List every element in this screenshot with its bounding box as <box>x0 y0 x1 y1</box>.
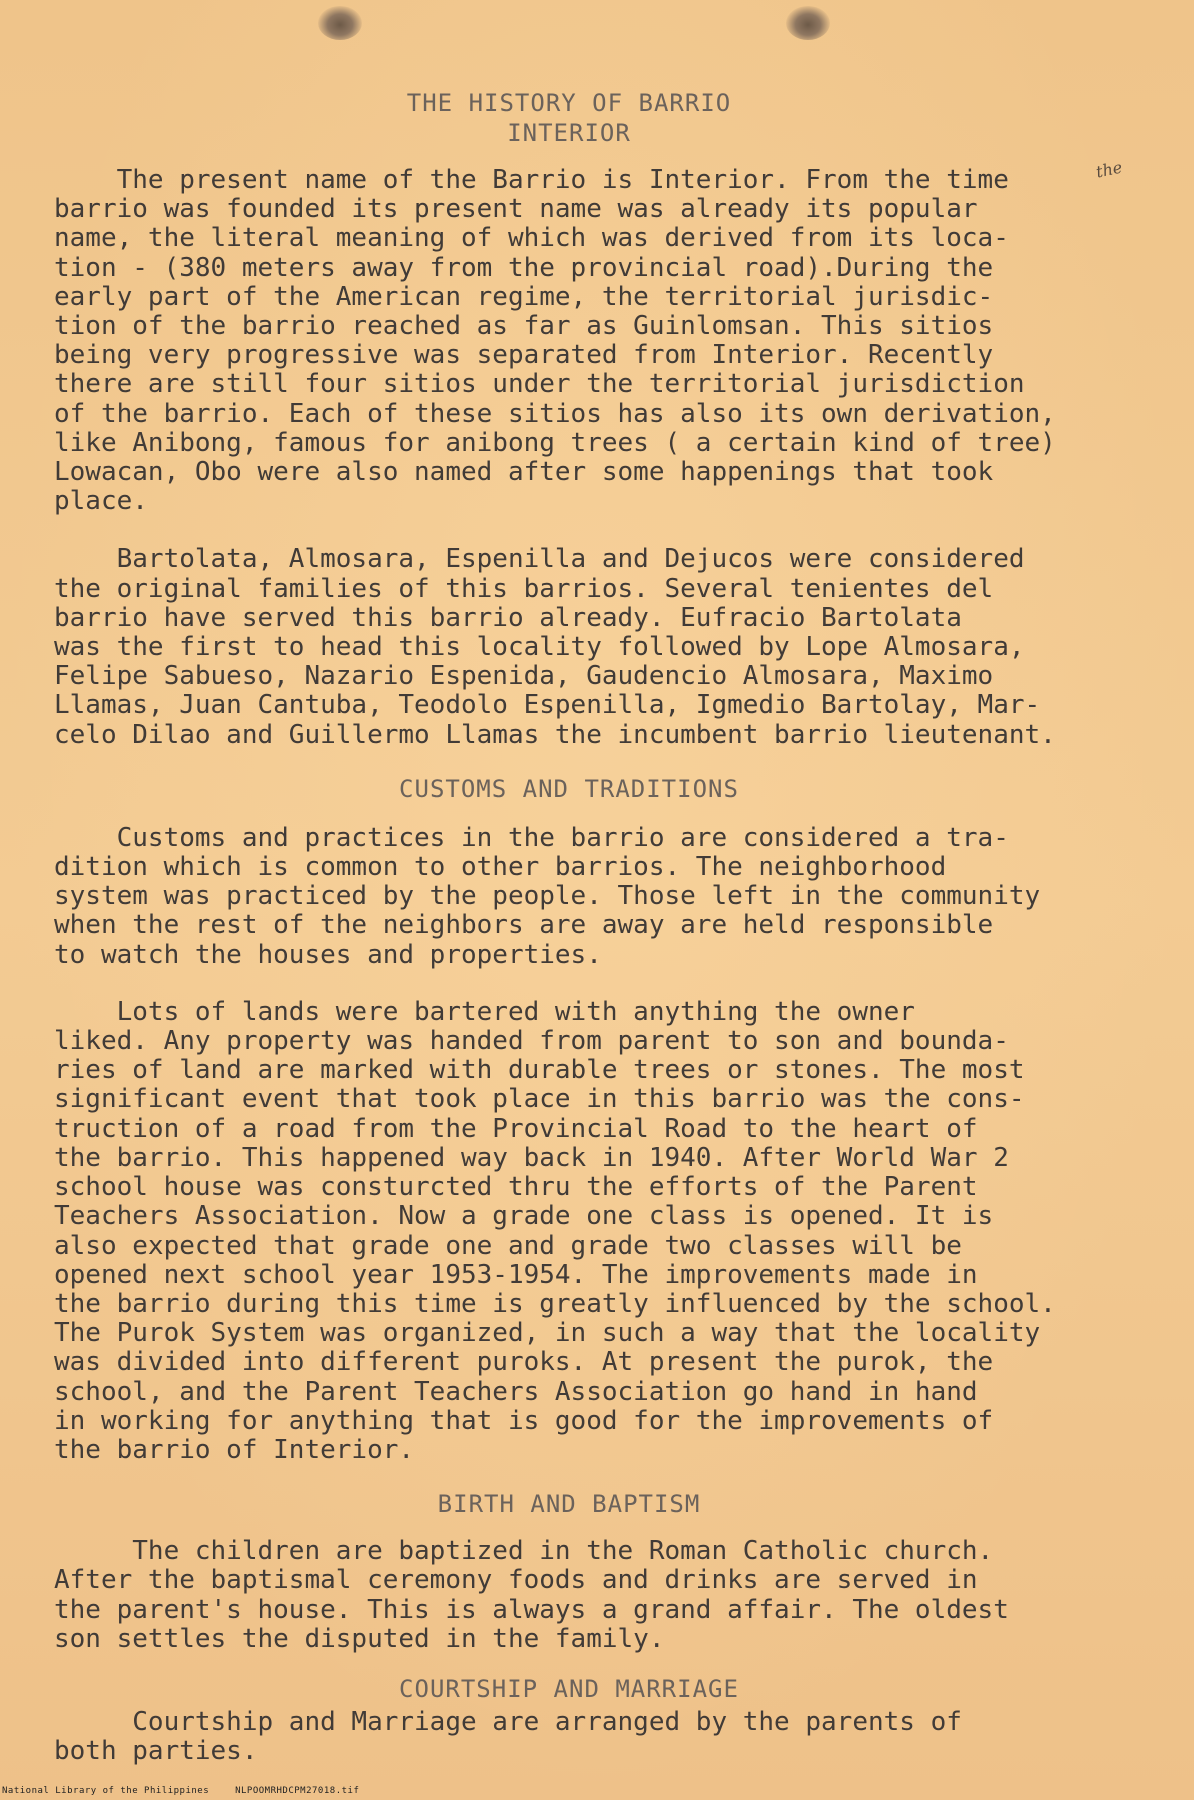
customs-paragraph-2: Lots of lands were bartered with anything the owner liked. Any property was handed from parent to son and bounda- ries of land are marked with durable trees or stones. The most significant event that took place in this barrio was the cons- truction of a road from the Provincial Road to the heart of the barrio. This happened way back in 1940. After World War 2 school house was consturcted thru the efforts of the Parent Teachers Association. Now a grade one class is opened. It is also expected that grade one and grade two classes will be opened next school year 1953-1954. The improvements made in the barrio during this time is greatly influenced by the school. The Purok System was organized, in such a way that the locality was divided into different puroks. At present the purok, the school, and the Parent Teachers Association go hand in hand in working for anything that is good for the improvements of the barrio of Interior. <box>54 996 1056 1465</box>
customs-paragraph-1: Customs and practices in the barrio are considered a tra- dition which is common to other barrios. The neighborhood system was practiced by the people. Those left in the community when the rest of the neighbors are away are held responsible to watch the houses and properties. <box>54 822 1041 970</box>
document-title: THE HISTORY OF BARRIO <box>406 89 732 117</box>
punch-hole <box>786 6 830 40</box>
birth-paragraph: The children are baptized in the Roman Catholic church. After the baptismal ceremony foods and drinks are served in the parent's house. This is always a grand affair. The oldest son settles the disputed in the family. <box>54 1536 1009 1654</box>
courtship-paragraph: Courtship and Marriage are arranged by the parents of both parties. <box>54 1706 962 1767</box>
section-heading-courtship: COURTSHIP AND MARRIAGE <box>399 1674 739 1703</box>
document-subtitle: INTERIOR <box>507 119 631 147</box>
file-identifier: NLPOOMRHDCPM27018.tif <box>235 1786 360 1796</box>
punch-hole <box>318 6 362 40</box>
history-paragraph-2: Bartolata, Almosara, Espenilla and Dejucos were considered the original families of this barrios. Several tenientes del barrio have served this barrio already. Eufracio Bartolata was the first to head this locality followed by Lope Almosara, Felipe Sabueso, Nazario Espenida, Gaudencio Almosara, Maximo Llamas, Juan Cantuba, Teodolo Espenilla, Igmedio Bartolay, Mar- celo Dilao and Guillermo Llamas the incumbent barrio lieutenant. <box>54 544 1056 750</box>
history-paragraph-1: The present name of the Barrio is Interior. From the time barrio was founded its present name was already its popular name, the literal meaning of which was derived from its loca- tion - (380 meters away from the provincial road).During the early part of the American regime, the territorial jurisdic- tion of the barrio reached as far as Guinlomsan. This sitios being very progressive was separated from Interior. Recently there are still four sitios under the territorial jurisdiction of the barrio. Each of these sitios has also its own derivation, like Anibong, famous for anibong trees ( a certain kind of tree) Lowacan, Obo were also named after some happenings that took place. <box>54 165 1056 517</box>
scan-footer <box>2 1786 379 1796</box>
document-body <box>54 88 1164 1766</box>
handwritten-margin-note: the <box>1094 157 1124 182</box>
section-heading-birth: BIRTH AND BAPTISM <box>437 1490 701 1519</box>
section-heading-customs: CUSTOMS AND TRADITIONS <box>399 774 739 803</box>
library-credit: National Library of the Philippines <box>2 1786 210 1796</box>
